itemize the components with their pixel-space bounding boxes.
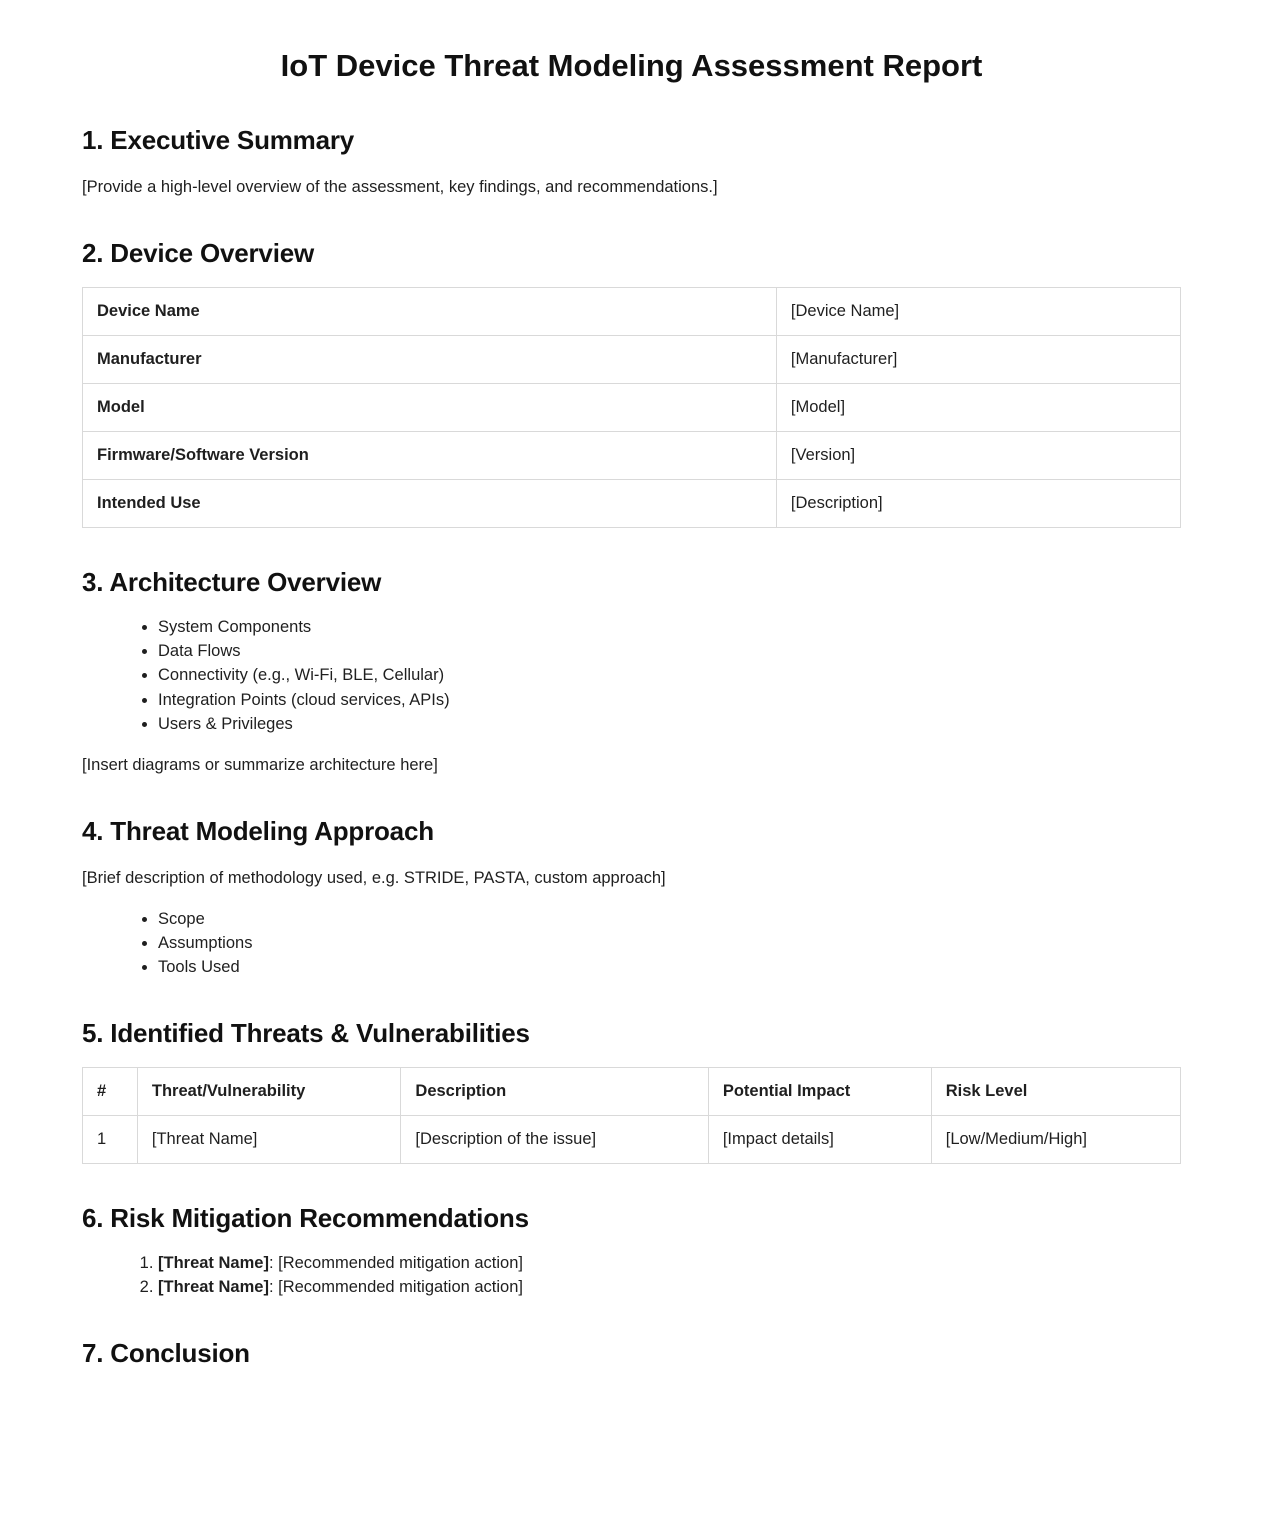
device-field-value: [Version]	[776, 432, 1180, 480]
table-row	[83, 432, 1181, 480]
list-item: • Data Flows	[158, 640, 1181, 663]
section-identified-threats	[82, 1017, 1181, 1164]
mitigation-threat-name: [Threat Name]	[158, 1253, 269, 1272]
identified-threats-heading: 5. Identified Threats & Vulnerabilities	[82, 1017, 530, 1048]
list-item: • Connectivity (e.g., Wi-Fi, BLE, Cellular)	[158, 664, 1181, 687]
approach-bullet-list	[82, 908, 1181, 979]
mitigation-list	[82, 1252, 1181, 1299]
section-executive-summary	[82, 124, 1181, 199]
column-header-impact: Potential Impact	[708, 1067, 931, 1115]
column-header-description: Description	[401, 1067, 708, 1115]
list-item: • Users & Privileges	[158, 713, 1181, 736]
architecture-placeholder: [Insert diagrams or summarize architecture here]	[82, 755, 438, 774]
section-risk-mitigation	[82, 1202, 1181, 1299]
table-row	[83, 384, 1181, 432]
methodology-placeholder: [Brief description of methodology used, e.g. STRIDE, PASTA, custom approach]	[82, 868, 666, 887]
architecture-bullet-list	[82, 616, 1181, 735]
mitigation-action: : [Recommended mitigation action]	[268, 1277, 523, 1296]
list-item	[158, 1252, 1181, 1275]
device-field-value: [Model]	[776, 384, 1180, 432]
section-conclusion	[82, 1337, 1181, 1371]
threat-num-cell: 1	[83, 1115, 138, 1163]
column-header-num: #	[83, 1067, 138, 1115]
device-field-value: [Description]	[776, 480, 1180, 528]
conclusion-heading: 7. Conclusion	[82, 1337, 250, 1368]
device-field-label: Manufacturer	[83, 336, 777, 384]
table-row	[83, 1115, 1181, 1163]
list-item: • Integration Points (cloud services, APIs)	[158, 689, 1181, 712]
threats-table	[82, 1067, 1181, 1164]
table-row	[83, 287, 1181, 335]
page-title: IoT Device Threat Modeling Assessment Report	[280, 48, 983, 83]
threat-description-cell: [Description of the issue]	[401, 1115, 708, 1163]
list-item: • System Components	[158, 616, 1181, 639]
list-item: • Assumptions	[158, 932, 1181, 955]
device-overview-heading: 2. Device Overview	[82, 238, 314, 269]
list-item	[158, 1276, 1181, 1299]
section-architecture-overview	[82, 566, 1181, 776]
list-item: • Scope	[158, 908, 1181, 931]
device-overview-table	[82, 287, 1181, 528]
list-item: • Tools Used	[158, 956, 1181, 979]
section-threat-modeling-approach	[82, 815, 1181, 979]
table-row	[83, 336, 1181, 384]
threat-impact-cell: [Impact details]	[708, 1115, 931, 1163]
mitigation-threat-name: [Threat Name]	[158, 1277, 269, 1296]
device-field-label: Firmware/Software Version	[83, 432, 777, 480]
threat-risk-cell: [Low/Medium/High]	[931, 1115, 1180, 1163]
architecture-overview-heading: 3. Architecture Overview	[82, 567, 382, 598]
threat-name-cell: [Threat Name]	[137, 1115, 401, 1163]
device-field-value: [Manufacturer]	[776, 336, 1180, 384]
device-field-label: Device Name	[83, 287, 777, 335]
column-header-threat: Threat/Vulnerability	[137, 1067, 401, 1115]
column-header-risk: Risk Level	[931, 1067, 1180, 1115]
executive-summary-heading: 1. Executive Summary	[82, 125, 355, 156]
table-row	[83, 480, 1181, 528]
table-header-row	[83, 1067, 1181, 1115]
device-field-label: Model	[83, 384, 777, 432]
threat-modeling-approach-heading: 4. Threat Modeling Approach	[82, 815, 434, 846]
risk-mitigation-heading: 6. Risk Mitigation Recommendations	[82, 1202, 529, 1233]
section-device-overview	[82, 237, 1181, 528]
device-field-label: Intended Use	[83, 480, 777, 528]
device-field-value: [Device Name]	[776, 287, 1180, 335]
mitigation-action: : [Recommended mitigation action]	[268, 1253, 523, 1272]
executive-summary-placeholder: [Provide a high-level overview of the assessment, key findings, and recommendations.]	[82, 178, 718, 197]
